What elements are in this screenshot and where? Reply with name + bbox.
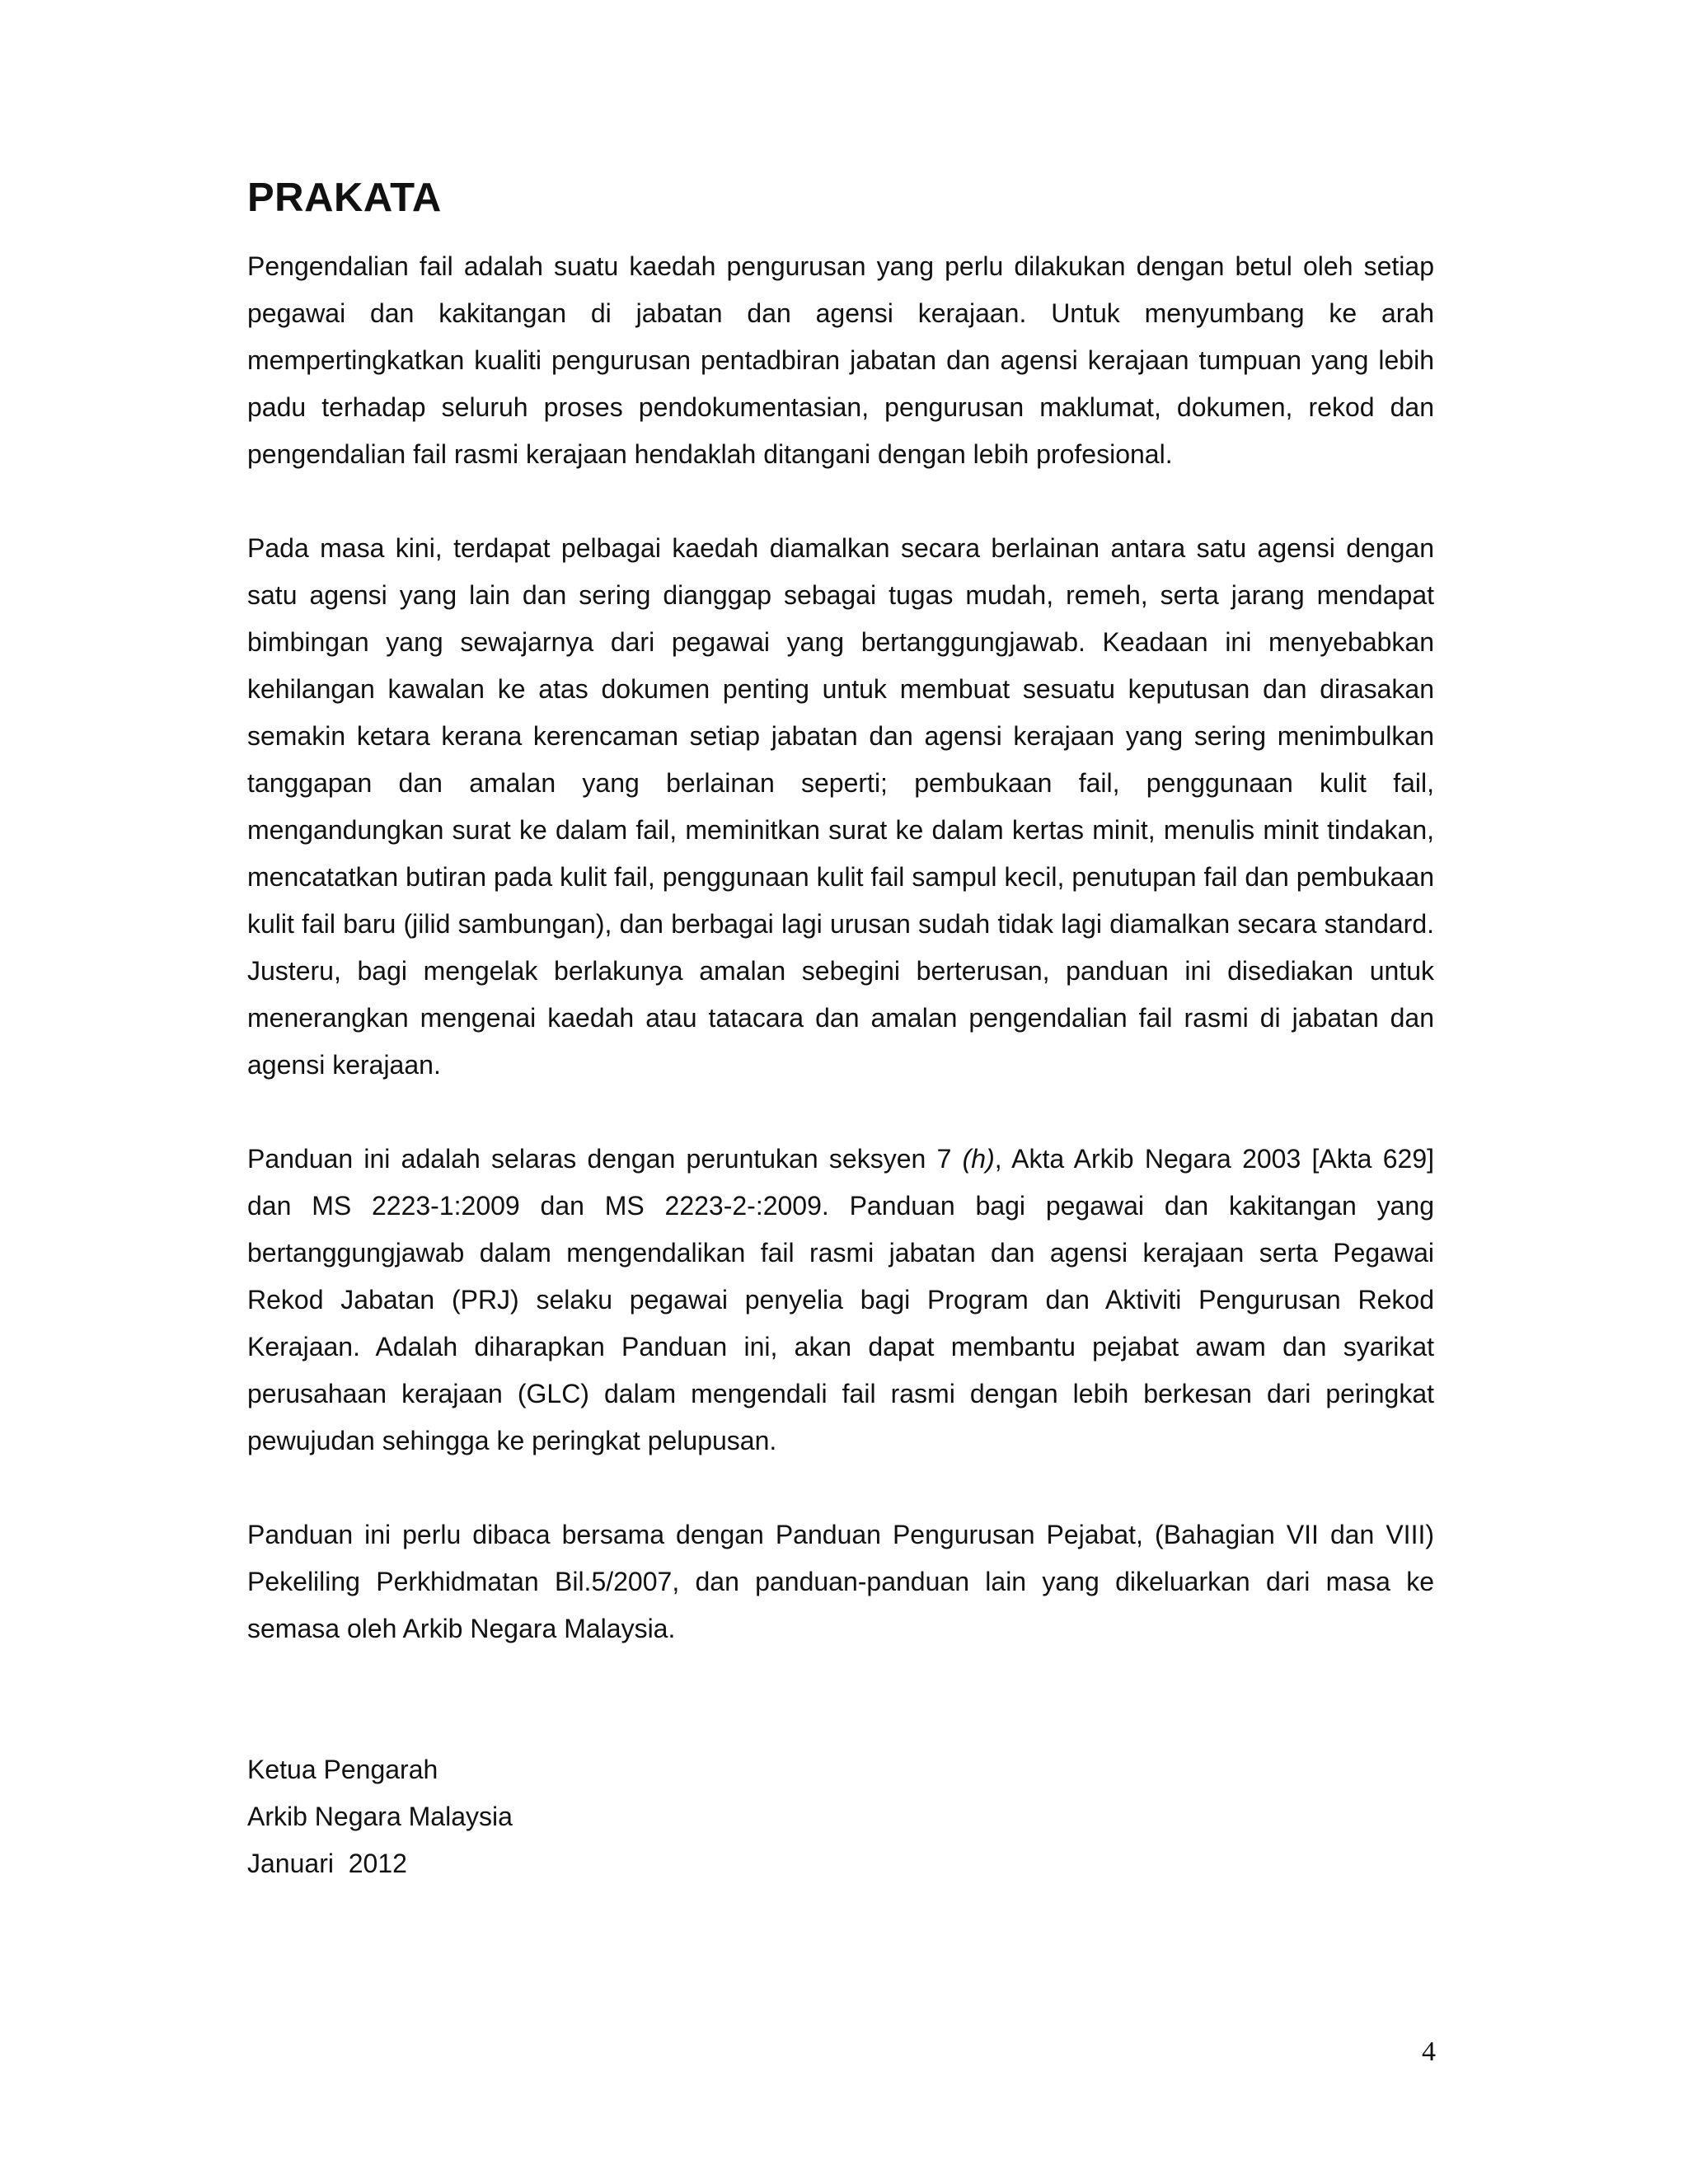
signature-block (247, 1746, 1434, 1887)
page-number: 4 (1422, 2036, 1436, 2067)
paragraph-1: Pengendalian fail adalah suatu kaedah pengurusan yang perlu dilakukan dengan betul oleh setiap pegawai dan kakitangan di jabatan dan agensi kerajaan. Untuk menyumbang ke arah mempertingkatkan kualiti pengurusan pentadbiran jabatan dan agensi kerajaan tumpuan yang lebih padu terhadap seluruh proses pendokumentasian, pengurusan maklumat, dokumen, rekod dan pengendalian fail rasmi kerajaan hendaklah ditangani dengan lebih profesional. (247, 251, 1434, 469)
document-content (247, 169, 1434, 1887)
page-title: PRAKATA (247, 176, 442, 220)
paragraph-3-text-after: , Akta Arkib Negara 2003 [Akta 629] dan MS 2223-1:2009 dan MS 2223-2-:2009. Panduan bagi pegawai dan kakitangan yang bertanggungjawab dalam mengendalikan fail rasmi jabatan dan agensi kerajaan serta Pegawai Rekod Jabatan (PRJ) selaku pegawai penyelia bagi Program dan Aktiviti Pengurusan Rekod Kerajaan. Adalah diharapkan Panduan ini, akan dapat membantu pejabat awam dan syarikat perusahaan kerajaan (GLC) dalam mengendali fail rasmi dengan lebih berkesan dari peringkat pewujudan sehingga ke peringkat pelupusan. (247, 1144, 1435, 1455)
paragraph-3-text-before: Panduan ini adalah selaras dengan peruntukan seksyen 7 (247, 1144, 963, 1174)
paragraph-3 (247, 1136, 1434, 1465)
paragraph-2: Pada masa kini, terdapat pelbagai kaedah diamalkan secara berlainan antara satu agensi dengan satu agensi yang lain dan sering dianggap sebagai tugas mudah, remeh, serta jarang mendapat bimbingan yang sewajarnya dari pegawai yang bertanggungjawab. Keadaan ini menyebabkan kehilangan kawalan ke atas dokumen penting untuk membuat sesuatu keputusan dan dirasakan semakin ketara kerana kerencaman setiap jabatan dan agensi kerajaan yang sering menimbulkan tanggapan dan amalan yang berlainan seperti; pembukaan fail, penggunaan kulit fail, mengandungkan surat ke dalam fail, meminitkan surat ke dalam kertas minit, menulis minit tindakan, mencatatkan butiran pada kulit fail, penggunaan kulit fail sampul kecil, penutupan fail dan pembukaan kulit fail baru (jilid sambungan), dan berbagai lagi urusan sudah tidak lagi diamalkan secara standard. Justeru, bagi mengelak berlakunya amalan sebegini berterusan, panduan ini disediakan untuk menerangkan mengenai kaedah atau tatacara dan amalan pengendalian fail rasmi di jabatan dan agensi kerajaan. (247, 533, 1434, 1080)
section-reference-italic: (h) (962, 1144, 995, 1174)
paragraph-4: Panduan ini perlu dibaca bersama dengan Panduan Pengurusan Pejabat, (Bahagian VII dan VIII) Pekeliling Perkhidmatan Bil.5/2007, dan panduan-panduan lain yang dikeluarkan dari masa ke semasa oleh Arkib Negara Malaysia. (247, 1520, 1434, 1643)
signature-position: Ketua Pengarah (247, 1755, 438, 1784)
signature-organization: Arkib Negara Malaysia (247, 1802, 513, 1831)
signature-date: Januari 2012 (247, 1849, 407, 1878)
